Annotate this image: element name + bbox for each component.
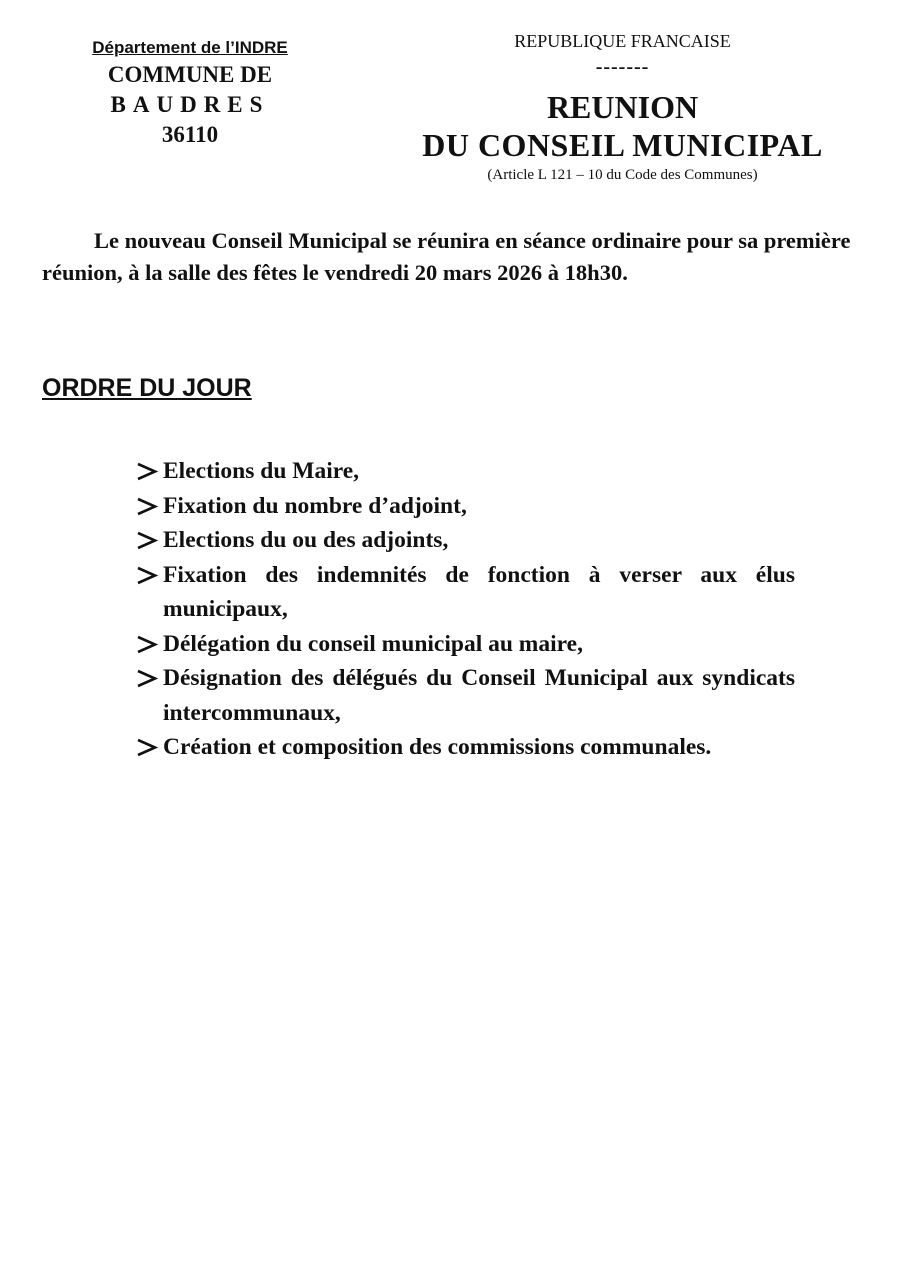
agenda-item-text: Elections du ou des adjoints, <box>163 527 449 553</box>
list-item <box>135 489 795 524</box>
arrow-bullet-icon <box>135 454 159 488</box>
intro-text: Le nouveau Conseil Municipal se réunira en séance ordinaire pour sa première réunion, à la salle des fêtes le vendredi 20 mars 2026 à 18h30. <box>42 228 851 285</box>
list-item <box>135 558 795 627</box>
page-title: REUNION <box>546 89 699 125</box>
meeting-header <box>395 28 850 186</box>
arrow-bullet-icon <box>135 730 159 764</box>
arrow-bullet-icon <box>135 627 159 661</box>
agenda-list <box>135 454 795 765</box>
department-label: Département de l’INDRE <box>92 38 288 57</box>
intro-paragraph <box>42 225 857 289</box>
agenda-item-text: Fixation du nombre d’adjoint, <box>163 492 467 519</box>
agenda-item-text: Création et composition des commissions communales. <box>163 734 712 760</box>
agenda-item-text: Désignation des délégués du Conseil Municipal aux syndicats intercommunaux, <box>163 665 795 726</box>
arrow-bullet-icon <box>135 661 159 695</box>
list-item <box>135 730 795 765</box>
header-separator: ------- <box>595 56 650 78</box>
list-item <box>135 454 795 489</box>
arrow-bullet-icon <box>135 523 159 557</box>
commune-header <box>40 36 340 150</box>
agenda-item-text: Délégation du conseil municipal au maire, <box>163 630 583 657</box>
arrow-bullet-icon <box>135 558 159 592</box>
republique-label: REPUBLIQUE FRANCAISE <box>514 31 731 51</box>
commune-label: COMMUNE DE <box>107 62 273 87</box>
page-subtitle: DU CONSEIL MUNICIPAL <box>422 127 823 163</box>
agenda-item-text: Fixation des indemnités de fonction à verser aux élus municipaux, <box>163 561 795 622</box>
arrow-bullet-icon <box>135 489 159 523</box>
agenda-heading: ORDRE DU JOUR <box>42 374 252 402</box>
commune-name: BAUDRES <box>110 92 270 117</box>
list-item <box>135 523 795 558</box>
list-item <box>135 627 795 662</box>
article-reference: (Article L 121 – 10 du Code des Communes) <box>487 167 758 183</box>
list-item <box>135 661 795 730</box>
agenda-item-text: Elections du Maire, <box>163 458 360 484</box>
postal-code: 36110 <box>161 122 219 147</box>
